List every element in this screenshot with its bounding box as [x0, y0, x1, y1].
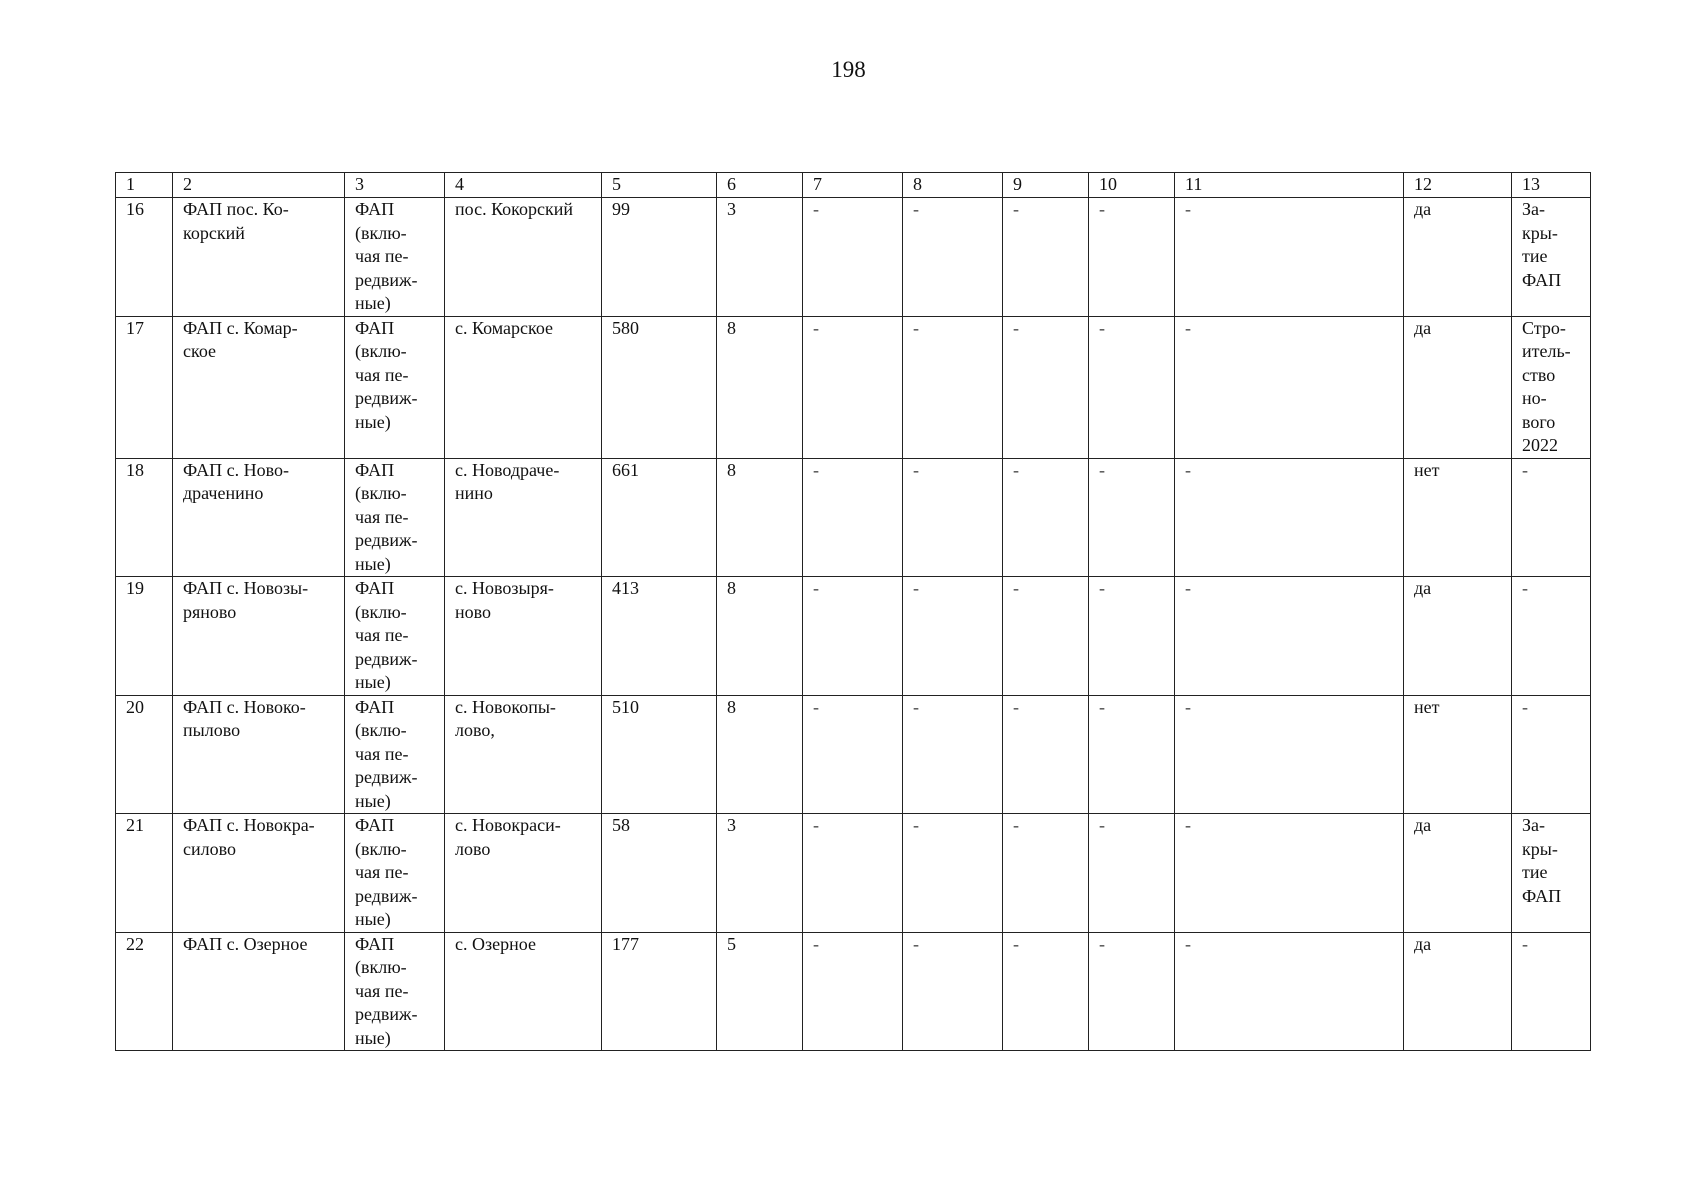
value-cell: -: [1003, 814, 1089, 933]
column-header: 1: [116, 173, 173, 198]
facility-type-cell: ФАП (вклю- чая пе- редвиж- ные): [345, 316, 445, 458]
facility-name-cell: ФАП с. Новоко- пылово: [173, 695, 345, 814]
status-cell: да: [1404, 198, 1512, 317]
value-cell: -: [903, 695, 1003, 814]
population-cell: 177: [602, 932, 717, 1051]
note-cell: -: [1512, 458, 1591, 577]
table-body: [116, 173, 1591, 1051]
table-row: [116, 458, 1591, 577]
value-cell: -: [1175, 932, 1404, 1051]
settlement-cell: с. Озерное: [445, 932, 602, 1051]
status-cell: да: [1404, 577, 1512, 696]
column-header: 2: [173, 173, 345, 198]
value-cell: -: [1089, 814, 1175, 933]
column-header: 4: [445, 173, 602, 198]
population-cell: 580: [602, 316, 717, 458]
settlement-cell: с. Новокопы- лово,: [445, 695, 602, 814]
facility-name-cell: ФАП с. Новозы- ряново: [173, 577, 345, 696]
row-number-cell: 17: [116, 316, 173, 458]
row-number-cell: 22: [116, 932, 173, 1051]
facility-type-cell: ФАП (вклю- чая пе- редвиж- ные): [345, 695, 445, 814]
value-cell: -: [903, 458, 1003, 577]
value-cell: 8: [717, 695, 803, 814]
settlement-cell: с. Комарское: [445, 316, 602, 458]
value-cell: -: [903, 577, 1003, 696]
settlement-cell: с. Новокраси- лово: [445, 814, 602, 933]
settlement-cell: с. Новозыря- ново: [445, 577, 602, 696]
value-cell: -: [1003, 932, 1089, 1051]
status-cell: да: [1404, 316, 1512, 458]
row-number-cell: 16: [116, 198, 173, 317]
value-cell: -: [1089, 577, 1175, 696]
population-cell: 510: [602, 695, 717, 814]
value-cell: -: [1175, 458, 1404, 577]
value-cell: 8: [717, 577, 803, 696]
data-table: [115, 172, 1591, 1051]
column-header: 6: [717, 173, 803, 198]
column-header: 7: [803, 173, 903, 198]
column-header: 12: [1404, 173, 1512, 198]
column-header: 3: [345, 173, 445, 198]
value-cell: 3: [717, 814, 803, 933]
status-cell: да: [1404, 932, 1512, 1051]
settlement-cell: пос. Кокорский: [445, 198, 602, 317]
row-number-cell: 20: [116, 695, 173, 814]
column-header: 13: [1512, 173, 1591, 198]
value-cell: -: [1175, 198, 1404, 317]
column-header: 8: [903, 173, 1003, 198]
column-number-row: [116, 173, 1591, 198]
value-cell: -: [1089, 198, 1175, 317]
table-row: [116, 577, 1591, 696]
population-cell: 661: [602, 458, 717, 577]
table-row: [116, 814, 1591, 933]
value-cell: -: [1089, 458, 1175, 577]
column-header: 11: [1175, 173, 1404, 198]
table-row: [116, 695, 1591, 814]
value-cell: -: [1175, 577, 1404, 696]
value-cell: -: [1089, 316, 1175, 458]
column-header: 5: [602, 173, 717, 198]
note-cell: -: [1512, 932, 1591, 1051]
facility-name-cell: ФАП с. Новокра- силово: [173, 814, 345, 933]
facility-name-cell: ФАП с. Ново- драченино: [173, 458, 345, 577]
population-cell: 99: [602, 198, 717, 317]
facility-type-cell: ФАП (вклю- чая пе- редвиж- ные): [345, 577, 445, 696]
facility-type-cell: ФАП (вклю- чая пе- редвиж- ные): [345, 198, 445, 317]
value-cell: 5: [717, 932, 803, 1051]
row-number-cell: 18: [116, 458, 173, 577]
note-cell: За- кры- тие ФАП: [1512, 198, 1591, 317]
value-cell: -: [803, 814, 903, 933]
table-row: [116, 316, 1591, 458]
facility-type-cell: ФАП (вклю- чая пе- редвиж- ные): [345, 814, 445, 933]
facility-type-cell: ФАП (вклю- чая пе- редвиж- ные): [345, 458, 445, 577]
facility-name-cell: ФАП с. Комар- ское: [173, 316, 345, 458]
value-cell: -: [1003, 458, 1089, 577]
value-cell: -: [1175, 316, 1404, 458]
value-cell: 3: [717, 198, 803, 317]
note-cell: За- кры- тие ФАП: [1512, 814, 1591, 933]
row-number-cell: 21: [116, 814, 173, 933]
note-cell: Стро- итель- ство но- вого 2022: [1512, 316, 1591, 458]
value-cell: -: [803, 577, 903, 696]
column-header: 9: [1003, 173, 1089, 198]
value-cell: -: [1089, 932, 1175, 1051]
value-cell: -: [903, 814, 1003, 933]
note-cell: -: [1512, 577, 1591, 696]
value-cell: -: [803, 458, 903, 577]
row-number-cell: 19: [116, 577, 173, 696]
facility-type-cell: ФАП (вклю- чая пе- редвиж- ные): [345, 932, 445, 1051]
table-row: [116, 932, 1591, 1051]
value-cell: -: [1003, 198, 1089, 317]
value-cell: 8: [717, 316, 803, 458]
value-cell: -: [1089, 695, 1175, 814]
settlement-cell: с. Новодраче- нино: [445, 458, 602, 577]
value-cell: -: [903, 932, 1003, 1051]
page-number: 198: [831, 57, 866, 82]
status-cell: нет: [1404, 695, 1512, 814]
value-cell: -: [1175, 814, 1404, 933]
value-cell: -: [803, 198, 903, 317]
status-cell: да: [1404, 814, 1512, 933]
value-cell: -: [903, 316, 1003, 458]
value-cell: -: [803, 932, 903, 1051]
value-cell: -: [803, 695, 903, 814]
status-cell: нет: [1404, 458, 1512, 577]
value-cell: -: [1003, 695, 1089, 814]
value-cell: -: [803, 316, 903, 458]
table-row: [116, 198, 1591, 317]
value-cell: -: [1175, 695, 1404, 814]
value-cell: -: [1003, 316, 1089, 458]
note-cell: -: [1512, 695, 1591, 814]
value-cell: -: [903, 198, 1003, 317]
column-header: 10: [1089, 173, 1175, 198]
population-cell: 413: [602, 577, 717, 696]
value-cell: 8: [717, 458, 803, 577]
population-cell: 58: [602, 814, 717, 933]
value-cell: -: [1003, 577, 1089, 696]
facility-name-cell: ФАП пос. Ко- корский: [173, 198, 345, 317]
facility-name-cell: ФАП с. Озерное: [173, 932, 345, 1051]
